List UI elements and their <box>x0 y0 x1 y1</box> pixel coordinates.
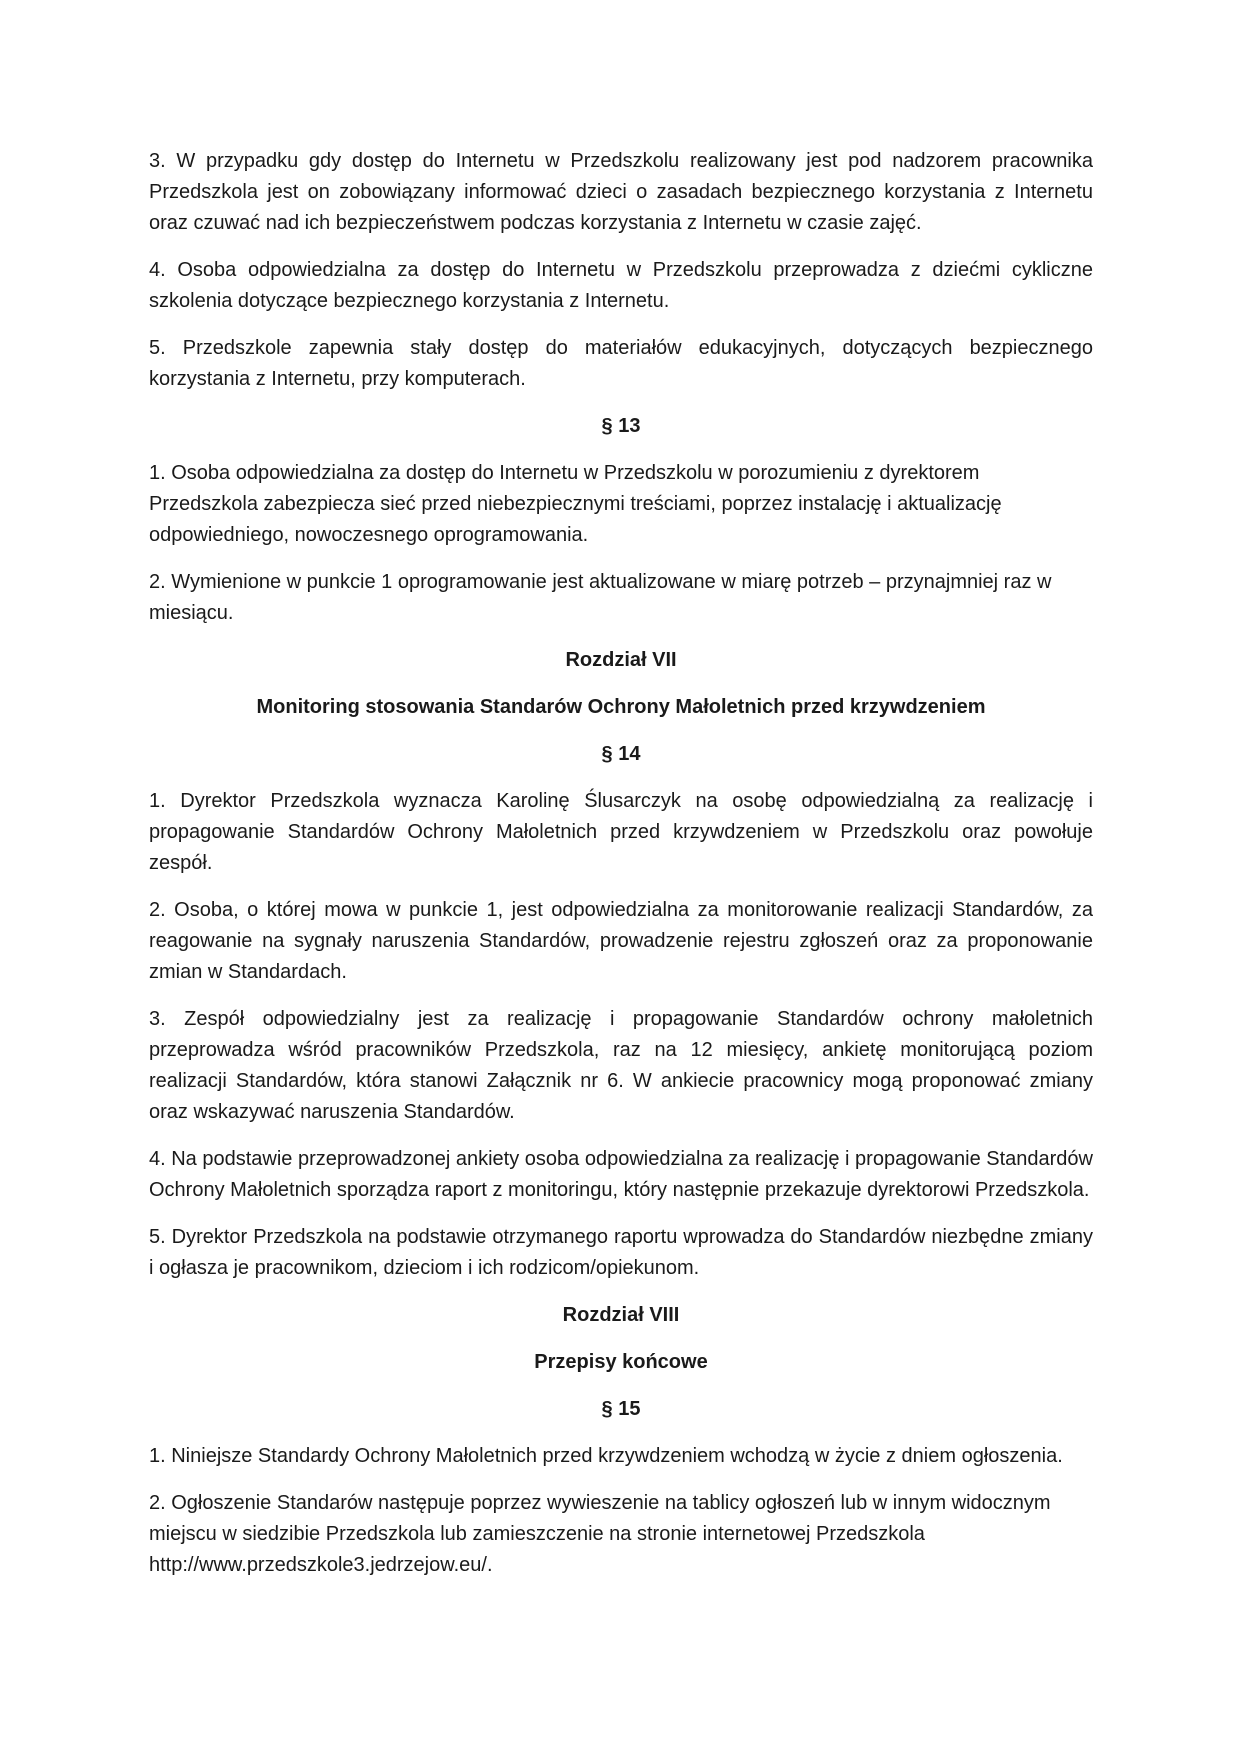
paragraph-14-4: 4. Na podstawie przeprowadzonej ankiety osoba odpowiedzialna za realizację i propagowanie Standardów Ochrony Małoletnich sporządza raport z monitoringu, który następnie przekazuje dyrektorowi Przedszkola. <box>149 1148 1093 1201</box>
paragraph-14-3: 3. Zespół odpowiedzialny jest za realizację i propagowanie Standardów ochrony małoletnich przeprowadza wśród pracowników Przedszkola, raz na 12 miesięcy, ankietę monitorującą poziom realizacji Standardów, która stanowi Załącznik nr 6. W ankiecie pracownicy mogą proponować zmiany oraz wskazywać naruszenia Standardów. <box>149 1008 1093 1123</box>
paragraph-12-3: 3. W przypadku gdy dostęp do Internetu w Przedszkolu realizowany jest pod nadzorem pracownika Przedszkola jest on zobowiązany informować dzieci o zasadach bezpiecznego korzystania z Internetu oraz czuwać nad ich bezpieczeństwem podczas korzystania z Internetu w czasie zajęć. <box>149 150 1093 234</box>
paragraph-13-2: 2. Wymienione w punkcie 1 oprogramowanie jest aktualizowane w miarę potrzeb – przynajmniej raz w miesiącu. <box>149 571 1052 624</box>
chapter-heading-vii: Rozdział VII <box>565 649 677 671</box>
chapter-title-vii: Monitoring stosowania Standarów Ochrony Małoletnich przed krzywdzeniem <box>256 696 986 718</box>
paragraph-14-1: 1. Dyrektor Przedszkola wyznacza Karolinę Ślusarczyk na osobę odpowiedzialną za realizację i propagowanie Standardów Ochrony Małoletnich przed krzywdzeniem w Przedszkolu oraz powołuje zespół. <box>149 790 1093 874</box>
paragraph-12-5: 5. Przedszkole zapewnia stały dostęp do materiałów edukacyjnych, dotyczących bezpiecznego korzystania z Internetu, przy komputerach. <box>149 337 1093 390</box>
paragraph-15-1: 1. Niniejsze Standardy Ochrony Małoletnich przed krzywdzeniem wchodzą w życie z dniem ogłoszenia. <box>149 1445 1063 1467</box>
section-heading-15: § 15 <box>601 1398 641 1420</box>
document-page <box>149 146 1093 1597</box>
section-heading-13: § 13 <box>601 415 641 437</box>
chapter-title-viii: Przepisy końcowe <box>534 1351 708 1373</box>
section-heading-14: § 14 <box>601 743 641 765</box>
chapter-heading-viii: Rozdział VIII <box>562 1304 680 1326</box>
paragraph-14-5: 5. Dyrektor Przedszkola na podstawie otrzymanego raportu wprowadza do Standardów niezbędne zmiany i ogłasza je pracownikom, dzieciom i ich rodzicom/opiekunom. <box>149 1226 1093 1279</box>
paragraph-13-1: 1. Osoba odpowiedzialna za dostęp do Internetu w Przedszkolu w porozumieniu z dyrektorem Przedszkola zabezpiecza sieć przed niebezpiecznymi treściami, poprzez instalację i aktualizację odpowiedniego, nowoczesnego oprogramowania. <box>149 462 1002 546</box>
paragraph-12-4: 4. Osoba odpowiedzialna za dostęp do Internetu w Przedszkolu przeprowadza z dziećmi cykliczne szkolenia dotyczące bezpiecznego korzystania z Internetu. <box>149 259 1093 312</box>
paragraph-15-2: 2. Ogłoszenie Standarów następuje poprzez wywieszenie na tablicy ogłoszeń lub w innym widocznym miejscu w siedzibie Przedszkola lub zamieszczenie na stronie internetowej Przedszkola http://www.przedszkole3.jedrzejow.eu/. <box>149 1492 1051 1576</box>
paragraph-14-2: 2. Osoba, o której mowa w punkcie 1, jest odpowiedzialna za monitorowanie realizacji Standardów, za reagowanie na sygnały naruszenia Standardów, prowadzenie rejestru zgłoszeń oraz za proponowanie zmian w Standardach. <box>149 899 1093 983</box>
